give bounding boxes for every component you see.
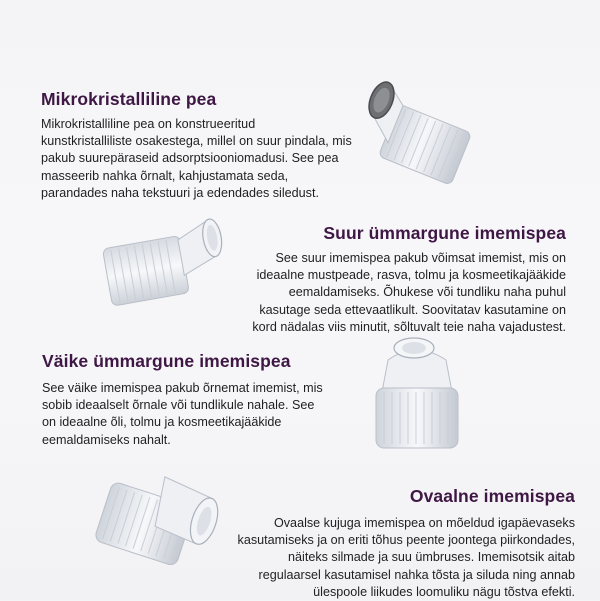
section-microcrystal-head: [41, 89, 352, 202]
section-text-line: masseerib nahka õrnalt, kahjustamata seda,: [41, 168, 289, 183]
small-round-suction-head-image: [366, 330, 466, 460]
section-text-line: on ideaalne õli, tolmu ja kosmeetikajääkide: [42, 415, 282, 430]
section-text-line: See väike imemispea pakub õrnemat imemist, mis: [42, 381, 323, 395]
section-text-line: ülespoole liikudes loomuliku nägu tõstva efekti.: [313, 584, 575, 599]
section-title: Suur ümmargune imemispea: [323, 223, 566, 243]
large-round-suction-head-image: [95, 208, 240, 308]
section-text-line: See suur imemispea pakub võimsat imemist, mis on: [275, 251, 566, 265]
section-text-line: kord nädalas viis minutit, sõltuvalt teie naha vajadustest.: [252, 319, 566, 334]
section-text-line: kasutage seda ettevaatlikult. Soovitatav kasutamine on: [259, 302, 566, 317]
section-text-line: ideaalne mustpeade, rasva, tolmu ja kosmeetikajääkide: [256, 268, 566, 283]
section-title: Väike ümmargune imemispea: [42, 351, 291, 371]
section-text-line: parandades naha tekstuuri ja edendades siledust.: [41, 185, 319, 200]
section-title: Mikrokristalliline pea: [41, 89, 217, 109]
section-text-line: kunstkristalliliste osakestega, millel on suur pindala, mis: [41, 134, 352, 149]
section-text-line: kasutamiseks ja on eriti tõhus peente joontega piirkondades,: [237, 533, 575, 548]
section-text-line: Ovaalse kujuga imemispea on mõeldud igapäevaseks: [273, 516, 575, 530]
section-text-line: Mikrokristalliline pea on konstrueeritud: [41, 117, 256, 131]
section-oval-head: [238, 486, 575, 601]
section-text-line: pakub suurepäraseid adsorptsiooniomadusi. See pea: [41, 151, 339, 166]
section-text-line: näiteks silmade ja suu ümbruses. Imemisotsik aitab: [288, 550, 575, 565]
section-small-round-head: [42, 351, 323, 449]
section-text-line: regulaarsel kasutamisel nahka tõsta ja siluda ning annab: [258, 567, 575, 582]
section-text-line: sobib ideaalselt õrnale või tundlikule nahale. See: [42, 398, 315, 413]
microcrystal-head-image: [350, 82, 480, 182]
section-text-line: eemaldamiseks. Õhukese või tundliku naha puhul: [288, 285, 566, 300]
section-text-line: eemaldamiseks nahalt.: [42, 432, 171, 447]
section-large-round-head: [252, 223, 566, 336]
section-title: Ovaalne imemispea: [409, 486, 575, 506]
oval-suction-head-image: [92, 458, 232, 578]
